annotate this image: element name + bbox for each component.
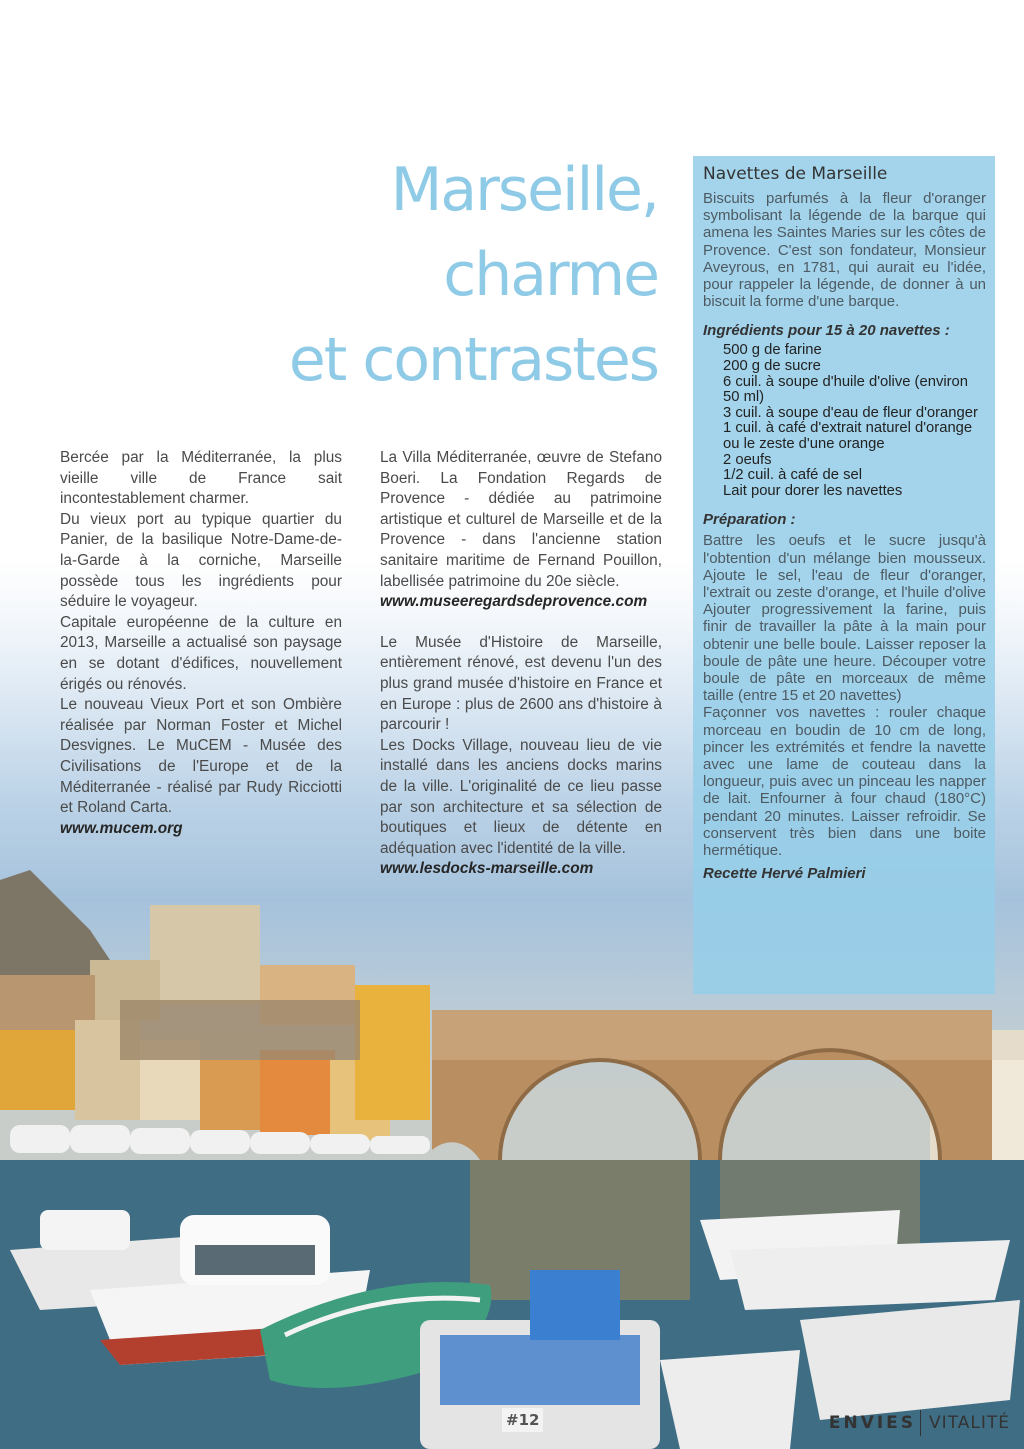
brand-vitalite: VITALITÉ bbox=[929, 1413, 1010, 1433]
tall-yellow-house bbox=[355, 985, 430, 1120]
article-column-2 bbox=[380, 448, 662, 880]
magazine-brand bbox=[829, 1410, 1010, 1436]
paragraph: La Villa Méditerranée, œuvre de Stefano Boeri. La Fondation Regards de Provence - dédiée au patrimoine artistique et culturel de Marseille et de la Provence - dans l'ancienne station sanitaire maritime de Fernand Pouillon, labellisée patrimoine du 20e siècle. bbox=[380, 449, 662, 590]
brand-envies: ENVIES bbox=[828, 1413, 917, 1433]
ingredient-item: Lait pour dorer les navettes bbox=[723, 482, 903, 499]
paragraph: Capitale européenne de la culture en 2013, Marseille a actualisé son paysage en se dotant d'édifices, nouvellement érigés ou rénovés. bbox=[60, 613, 342, 693]
paragraph: Du vieux port au typique quartier du Panier, de la basilique Notre-Dame-de-la-Garde à la corniche, Marseille possède tous les ingrédients pour séduire le voyageur. bbox=[60, 510, 342, 611]
mucem-link[interactable]: www.mucem.org bbox=[60, 819, 183, 837]
ingredient-item: 200 g de sucre bbox=[723, 358, 821, 375]
docks-link[interactable]: www.lesdocks-marseille.com bbox=[380, 860, 594, 878]
recipe-signature: Recette Hervé Palmieri bbox=[703, 865, 866, 883]
stone-bridge bbox=[432, 1010, 992, 1160]
paragraph: Les Docks Village, nouveau lieu de vie installé dans les anciens docks marins de la ville. L'originalité de ce lieu passe par son architecture et sa sélection de boutiques et lieux de détente en adéquation avec l'identité de la ville. bbox=[380, 736, 662, 857]
musee-regards-link[interactable]: www.museeregardsdeprovence.com bbox=[380, 593, 648, 611]
ingredients-heading: Ingrédients pour 15 à 20 navettes : bbox=[703, 322, 950, 340]
recipe-intro: Biscuits parfumés à la fleur d'oranger symbolisant la légende de la barque qui amena les Saintes Maries sur les côtes de Provence. C'est son fondateur, Monsieur Aveyrous, en 1781, qui aurait eu l'idée, pour rappeler la légende, de donner à un biscuit la forme d'une barque. bbox=[703, 190, 986, 311]
title-line-1: Marseille, bbox=[390, 155, 658, 225]
paragraph: Bercée par la Méditerranée, la plus vieille ville de France sait incontestablement charmer. bbox=[60, 449, 342, 508]
page-number: #12 bbox=[502, 1408, 543, 1432]
preparation-text: Battre les oeufs et le sucre jusqu'à l'obtention d'un mélange bien mousseux. Ajoute le sel, l'eau de fleur d'oranger, l'extrait ou zeste d'orange, et l'huile d'olive Ajouter progressivement la farine, puis finir de travailler la pâte à la main pour obtenir une belle boule. Laisser reposer la boule de pâte une heure. Découper votre boule de pâte en morceaux de même taille (entre 15 et 20 navettes) bbox=[703, 532, 986, 705]
spacer bbox=[380, 613, 662, 633]
building-left-top bbox=[150, 905, 260, 1005]
yellow-house bbox=[0, 1030, 75, 1110]
ingredient-item: 1 cuil. à café d'extrait naturel d'orange ou le zeste d'une orange bbox=[723, 420, 973, 452]
preparation-heading: Préparation : bbox=[703, 511, 796, 529]
article-title bbox=[98, 148, 658, 403]
ingredient-item: 6 cuil. à soupe d'huile d'olive (environ 50 ml) bbox=[723, 373, 969, 406]
ingredient-item: 2 oeufs bbox=[723, 451, 772, 468]
ingredient-item: 3 cuil. à soupe d'eau de fleur d'oranger bbox=[723, 404, 978, 421]
recipe-title: Navettes de Marseille bbox=[703, 164, 888, 184]
ingredient-item: 500 g de farine bbox=[723, 342, 822, 359]
title-line-3: et contrastes bbox=[288, 325, 658, 395]
recipe-sidebar bbox=[693, 156, 995, 994]
paragraph: Le Musée d'Histoire de Marseille, entièrement rénové, est devenu l'un des plus grand musée d'histoire en France et en Europe : plus de 2600 ans d'histoire à parcourir ! bbox=[380, 633, 662, 734]
title-line-2: charme bbox=[443, 240, 658, 310]
ingredients-list bbox=[703, 343, 986, 499]
article-column-1 bbox=[60, 448, 342, 839]
paragraph: Le nouveau Vieux Port et son Ombière réalisée par Norman Foster et Michel Desvignes. Le MuCEM - Musée des Civilisations de l'Europe et de la Méditerranée - réalisé par Rudy Ricciotti et Roland Carta. bbox=[60, 696, 342, 817]
brand-divider bbox=[920, 1410, 921, 1436]
preparation-text-2: Façonner vos navettes : rouler chaque morceau en boudin de 10 cm de long, pincer les extrémités et fendre la navette avec une lame de couteau dans la longueur, puis avec un pinceau les napper de lait. Enfourner à four chaud (180°C) pendant 20 minutes. Laisser refroidir. Se conservent très bien dans une boite hermétique. bbox=[703, 704, 986, 860]
ingredient-item: 1/2 cuil. à café de sel bbox=[723, 467, 863, 484]
